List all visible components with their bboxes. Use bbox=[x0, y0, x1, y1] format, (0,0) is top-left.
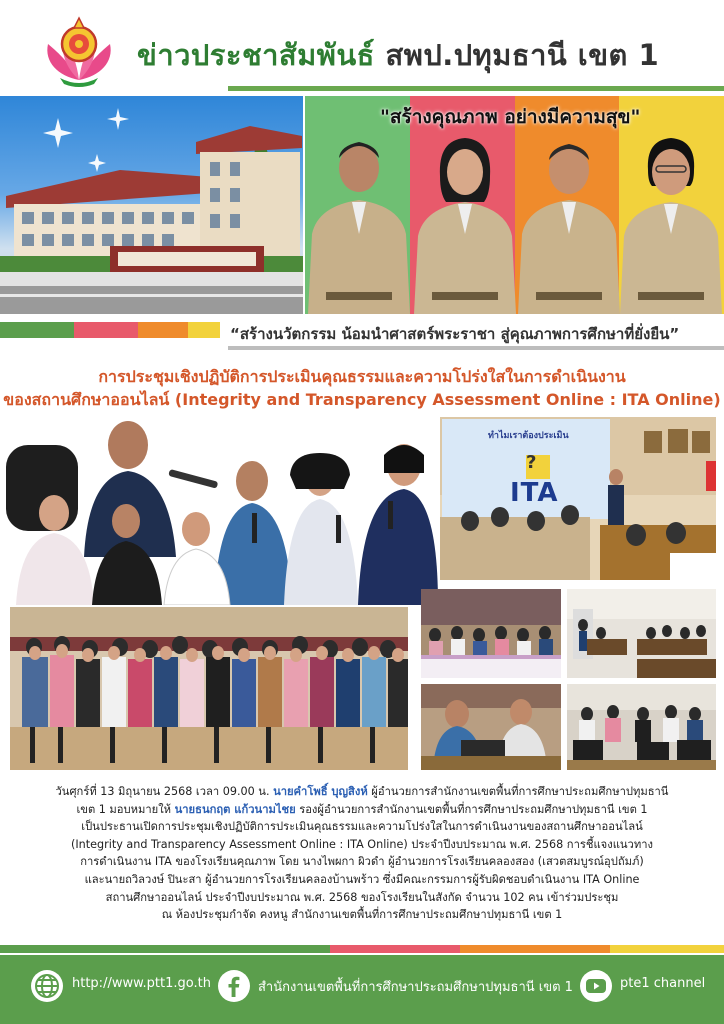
meeting-photo-3 bbox=[421, 684, 561, 770]
footer-stripe bbox=[0, 945, 724, 953]
footer-stripe-pink bbox=[330, 945, 460, 953]
body-line-7: สถานศึกษาออนไลน์ ประจำปีงบประมาณ พ.ศ. 2568 ของโรงเรียนในสังกัด จำนวน 102 คน เข้าร่วมประชุม bbox=[105, 890, 619, 904]
heading-line-1: การประชุมเชิงปฏิบัติการประเมินคุณธรรมและความโปร่งใสในการดำเนินงาน bbox=[98, 367, 626, 386]
body-deputy-role: รองผู้อำนวยการสำนักงานเขตพื้นที่การศึกษาประถมศึกษาปทุมธานี เขต 1 bbox=[295, 802, 648, 816]
obec-logo bbox=[40, 10, 118, 88]
director-name: นายคำโพธิ์ บุญสิงห์ bbox=[273, 785, 368, 798]
strip-green bbox=[0, 322, 74, 338]
footer-stripe-yellow bbox=[610, 945, 724, 953]
news-body bbox=[8, 783, 716, 924]
group-photo bbox=[10, 607, 408, 770]
body-director-role: ผู้อำนวยการสำนักงานเขตพื้นที่การศึกษาประถมศึกษาปทุมธานี bbox=[367, 785, 669, 798]
slide-question-mark: ? bbox=[526, 452, 537, 473]
body-date: วันศุกร์ที่ 13 มิถุนายน 2568 เวลา 09.00 น. bbox=[55, 785, 274, 798]
deputy-name: นายธนกฤต แก้วนามไชย bbox=[174, 802, 296, 816]
color-strip bbox=[0, 322, 220, 338]
youtube-channel-link[interactable]: pte1 channel bbox=[620, 976, 706, 991]
strip-pink bbox=[74, 322, 138, 338]
executive-portrait-4 bbox=[620, 124, 722, 314]
globe-icon bbox=[31, 970, 63, 1002]
website-link[interactable]: http://www.ptt1.go.th bbox=[72, 976, 211, 991]
slide-ita: ITA bbox=[510, 478, 559, 508]
speakers-photo bbox=[0, 417, 438, 605]
page-title bbox=[137, 32, 659, 78]
slogan: "สร้างคุณภาพ อย่างมีความสุข" bbox=[380, 106, 641, 128]
subtitle-slogan: “สร้างนวัตกรรม น้อมนำศาสตร์พระราชา สู่คุณภาพการศึกษาที่ยั่งยืน” bbox=[230, 325, 680, 343]
footer-stripe-green bbox=[0, 945, 330, 953]
banner bbox=[0, 96, 724, 314]
executive-portrait-2 bbox=[414, 124, 516, 314]
body-line-2 bbox=[8, 801, 716, 819]
presentation-photo bbox=[440, 417, 716, 580]
heading-line-2: ของสถานศึกษาออนไลน์ (Integrity and Transparency Assessment Online : ITA Online) bbox=[3, 390, 721, 409]
body-assign: เขต 1 มอบหมายให้ bbox=[76, 802, 175, 816]
body-line-8: ณ ห้องประชุมกำจัด คงหนู สำนักงานเขตพื้นที่การศึกษาประถมศึกษาปทุมธานี เขต 1 bbox=[161, 908, 563, 922]
youtube-icon bbox=[580, 970, 612, 1002]
title-main: ข่าวประชาสัมพันธ์ bbox=[137, 38, 375, 72]
header-divider bbox=[228, 86, 724, 91]
subtitle-divider bbox=[228, 346, 724, 350]
body-line-6: และนายถวิลวงษ์ ปินะสา ผู้อำนวยการโรงเรียนคลองบ้านพร้าว ซึ่งมีคณะกรรมการผู้รับผิดชอบดำเนินงาน ITA Online bbox=[84, 872, 640, 886]
facebook-page-link[interactable]: สำนักงานเขตพื้นที่การศึกษาประถมศึกษาปทุมธานี เขต 1 bbox=[258, 980, 573, 995]
campus-photo bbox=[0, 96, 303, 314]
facebook-icon bbox=[218, 970, 250, 1002]
body-line-5: การดำเนินงาน ITA ของโรงเรียนคุณภาพ โดย นางไพผกา ผิวดำ ผู้อำนวยการโรงเรียนคลองสอง (เสวตสมบูรณ์อุปถัมภ์) bbox=[80, 855, 644, 869]
meeting-photo-2 bbox=[567, 589, 716, 678]
body-line-1 bbox=[8, 783, 716, 801]
strip-yellow bbox=[188, 322, 220, 338]
body-line-3: เป็นประธานเปิดการประชุมเชิงปฏิบัติการประเมินคุณธรรมและความโปร่งใสในการดำเนินงานของสถานศึกษาออนไลน์ bbox=[81, 820, 643, 834]
executive-portrait-1 bbox=[308, 124, 410, 314]
meeting-photo-4 bbox=[567, 684, 716, 770]
strip-orange bbox=[138, 322, 188, 338]
executive-portrait-3 bbox=[518, 124, 620, 314]
page-header bbox=[0, 0, 724, 94]
slide-question: ทำไมเราต้องประเมิน bbox=[488, 431, 569, 441]
footer bbox=[0, 955, 724, 1024]
body-line-4: (Integrity and Transparency Assessment Online : ITA Online) ประจำปีงบประมาณ พ.ศ. 2568 การชี้แจงแนวทาง bbox=[71, 837, 653, 851]
title-org: สพป.ปทุมธานี เขต 1 bbox=[385, 38, 660, 72]
footer-stripe-orange bbox=[460, 945, 610, 953]
meeting-photo-1 bbox=[421, 589, 561, 678]
